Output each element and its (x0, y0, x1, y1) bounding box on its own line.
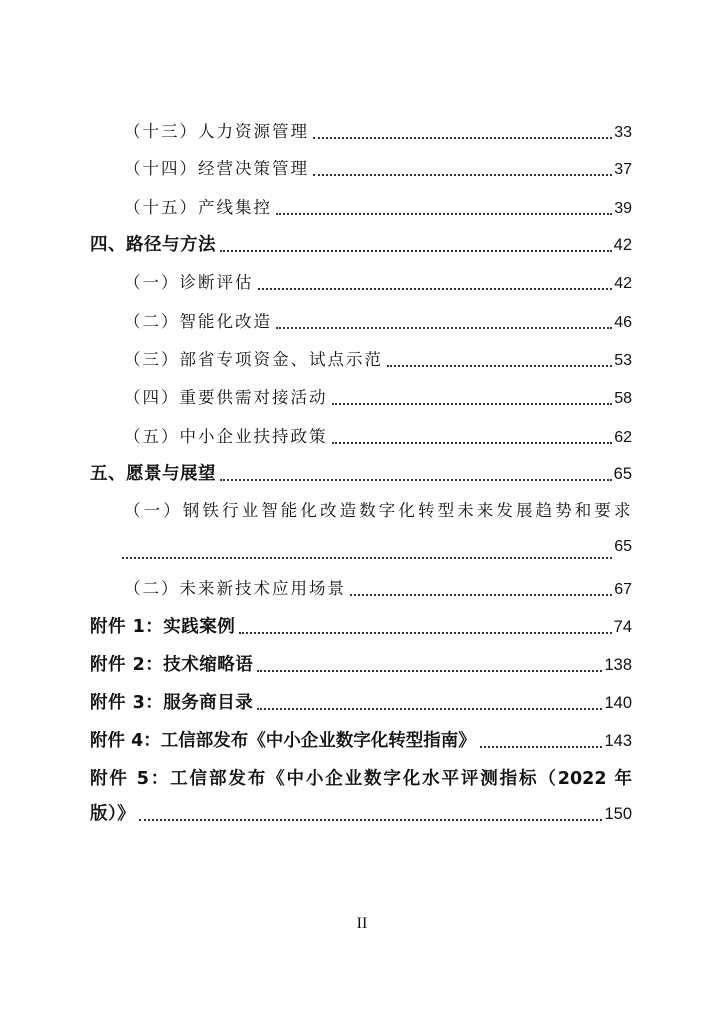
toc-entry-title: 附件 2：技术缩略语 (90, 655, 254, 675)
toc-dot-leader (139, 815, 602, 821)
toc-entry-title: （二）智能化改造 (124, 312, 272, 331)
toc-entry-title: 附件 4：工信部发布《中小企业数字化转型指南》 (90, 731, 476, 751)
toc-entry-title: （一）钢铁行业智能化改造数字化转型未来发展趋势和要求 (124, 501, 632, 520)
toc-entry-title: （十四）经营决策管理 (124, 159, 309, 178)
toc-entry-page: 62 (614, 429, 632, 446)
toc-entry-title: 附件 5：工信部发布《中小企业数字化水平评测指标（2022 年 (90, 769, 632, 789)
toc-dot-leader (258, 284, 613, 290)
toc-entry-page: 65 (614, 538, 632, 555)
toc-entry[interactable] (90, 613, 632, 639)
toc-entry-page: 140 (604, 694, 632, 712)
toc-dot-leader (257, 704, 602, 710)
toc-entry-title: （三）部省专项资金、试点示范 (124, 350, 383, 369)
toc-dot-leader (332, 438, 613, 444)
toc-dot-leader (387, 361, 612, 367)
toc-entry[interactable] (90, 727, 632, 753)
toc-entry-title: 附件 1：实践案例 (90, 617, 236, 637)
toc-entry[interactable] (90, 689, 632, 715)
toc-dot-leader (220, 246, 612, 252)
toc-entry-title: 四、路径与方法 (90, 235, 216, 255)
toc-entry[interactable] (90, 651, 632, 677)
toc-entry[interactable] (90, 231, 632, 257)
toc-dot-leader (313, 170, 612, 176)
toc-entry-page: 42 (613, 236, 632, 254)
toc-entry-page: 39 (614, 200, 632, 217)
toc-dot-leader (350, 590, 612, 596)
toc-dot-leader (480, 742, 603, 748)
toc-dot-leader (122, 553, 612, 559)
toc-entry-page: 53 (614, 352, 632, 369)
toc-entry[interactable] (124, 575, 632, 601)
toc-entry[interactable] (124, 194, 632, 220)
toc-entry-title: （五）中小企业扶持政策 (124, 427, 328, 446)
toc-entry[interactable] (90, 460, 632, 486)
toc-entry-page: 150 (604, 805, 632, 823)
toc-entry-page: 67 (614, 581, 632, 598)
toc-entry[interactable] (124, 155, 632, 181)
toc-entry-page: 143 (604, 732, 632, 750)
toc-entry-title: 附件 3：服务商目录 (90, 693, 254, 713)
toc-dot-leader (239, 628, 611, 634)
toc-entry[interactable] (124, 384, 632, 410)
toc-dot-leader (257, 666, 602, 672)
toc-entry-page: 58 (614, 390, 632, 407)
toc-entry[interactable] (124, 118, 632, 144)
toc-dot-leader (276, 323, 612, 329)
toc-entry-page: 37 (614, 161, 632, 178)
toc-entry-wrapped-line1[interactable] (124, 497, 632, 523)
toc-dot-leader (276, 209, 612, 215)
page-number: II (356, 915, 368, 932)
toc-entry[interactable] (124, 346, 632, 372)
toc-entry-page: 74 (613, 618, 632, 636)
toc-entry-title-continued: 版）》 (90, 804, 136, 824)
toc-entry-title: 五、愿景与展望 (90, 464, 216, 484)
toc-entry-page: 138 (604, 656, 632, 674)
toc-entry-wrapped-line2[interactable] (122, 538, 632, 564)
toc-dot-leader (313, 133, 612, 139)
toc-entry-wrapped-line2[interactable] (90, 800, 632, 826)
toc-entry-title: （一）诊断评估 (124, 273, 254, 292)
toc-entry[interactable] (124, 269, 632, 295)
toc-dot-leader (220, 475, 612, 481)
toc-entry-title: （四）重要供需对接活动 (124, 388, 328, 407)
toc-entry[interactable] (124, 308, 632, 334)
toc-entry-title: （二）未来新技术应用场景 (124, 579, 346, 598)
toc-entry-title: （十五）产线集控 (124, 198, 272, 217)
toc-entry-page: 65 (613, 465, 632, 483)
toc-entry-wrapped-line1[interactable] (90, 765, 632, 791)
toc-entry-title: （十三）人力资源管理 (124, 122, 309, 141)
toc-entry[interactable] (124, 423, 632, 449)
toc-dot-leader (332, 399, 613, 405)
toc-entry-page: 46 (614, 314, 632, 331)
toc-entry-page: 33 (614, 124, 632, 141)
toc-entry-page: 42 (614, 275, 632, 292)
